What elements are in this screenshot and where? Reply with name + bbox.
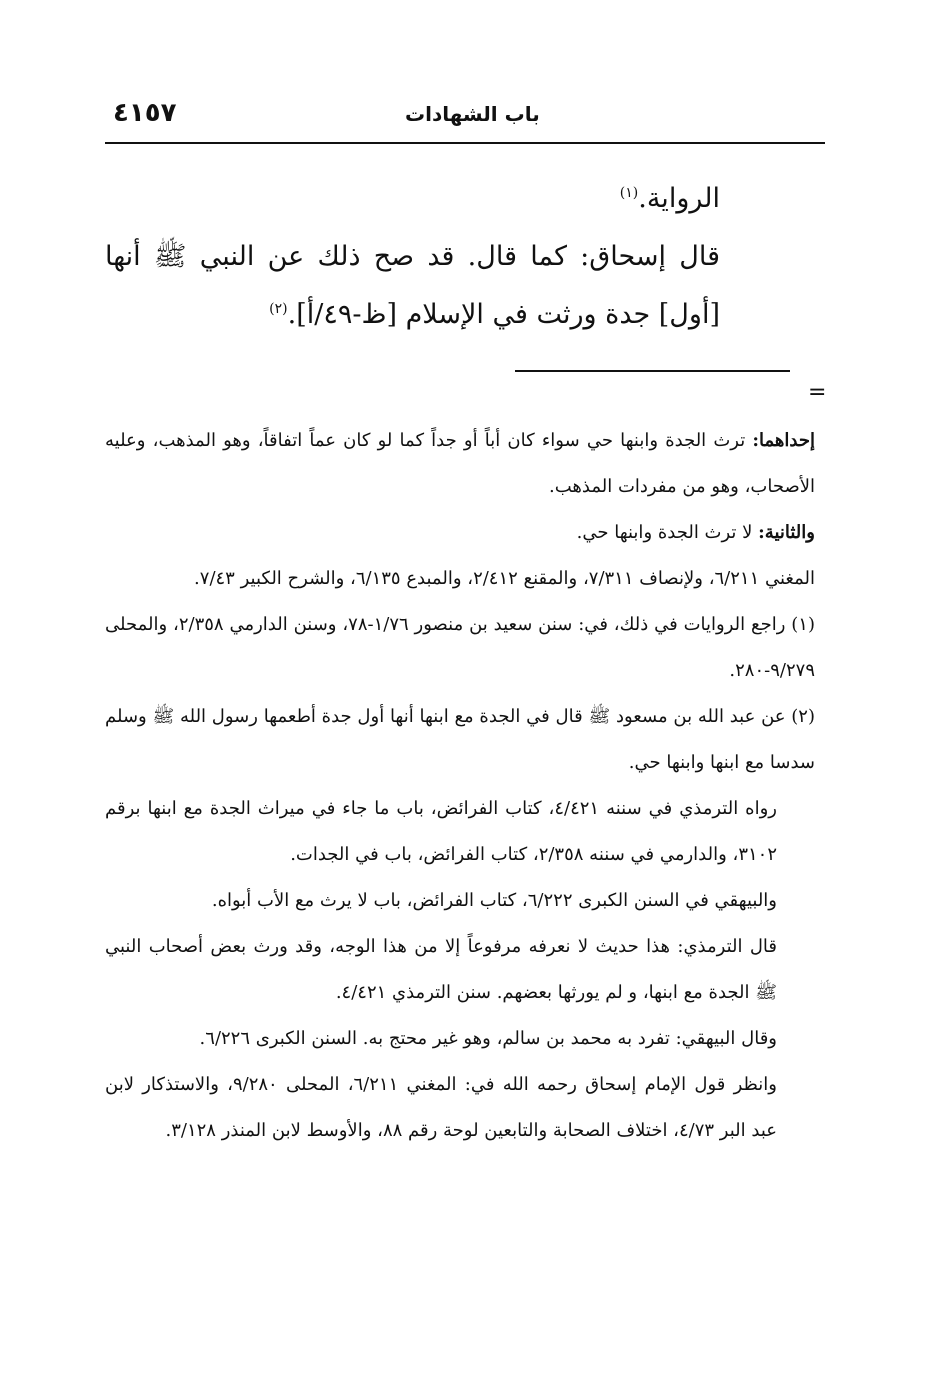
footnote-2-source-2: والبيهقي في السنن الكبرى ٦/٢٢٢، كتاب الفرائض، باب لا يرث مع الأب أبواه. xyxy=(211,890,777,911)
main-line-1 xyxy=(105,170,720,228)
footnote-2-source-5: وانظر قول الإمام إسحاق رحمه الله في: المغني ٦/٢١١، المحلى ٩/٢٨٠، والاستذكار لابن عبد البر ٤/٧٣، اختلاف الصحابة والتابعين لوحة رقم ٨٨، والأوسط لابن المنذر ٣/١٢٨. xyxy=(105,1074,778,1141)
continuation-mark: = xyxy=(808,380,827,405)
main-paragraph-2 xyxy=(105,228,720,344)
footnote-continued-3: المغني ٦/٢١١، ولإنصاف ٧/٣١١، والمقنع ٢/٤١٢، والمبدع ٦/١٣٥، والشرح الكبير ٧/٤٣. xyxy=(194,568,815,589)
page-number: ٤١٥٧ xyxy=(113,98,177,128)
main-line-1-text: الرواية. xyxy=(638,183,720,214)
footnotes xyxy=(105,418,815,1154)
main-text xyxy=(105,170,720,344)
footnote-2-source-4: وقال البيهقي: تفرد به محمد بن سالم، وهو غير محتج به. السنن الكبرى ٦/٢٢٦. xyxy=(199,1028,777,1049)
footnote-continued-1 xyxy=(105,418,815,510)
second-opinion-text: لا ترث الجدة وابنها حي. xyxy=(576,522,759,543)
second-opinion-label: والثانية: xyxy=(758,522,815,543)
footnote-2-source-1: رواه الترمذي في سننه ٤/٤٢١، كتاب الفرائض، باب ما جاء في ميراث الجدة مع ابنها برقم ٣١٠٢، والدارمي في سننه ٢/٣٥٨، كتاب الفرائض، باب في الجدات. xyxy=(105,798,777,865)
first-opinion-text: ترث الجدة وابنها حي سواء كان أباً أو جداً كما لو كان عماً اتفاقاً، وهو المذهب، وعليه الأصحاب، وهو من مفردات المذهب. xyxy=(105,430,815,497)
running-title: باب الشهادات xyxy=(405,102,540,126)
footnote-2: (٢) عن عبد الله بن مسعود ﷺ قال في الجدة مع ابنها أنها أول جدة أطعمها رسول الله ﷺ وسلم سدسا مع ابنها وابنها حي. xyxy=(105,706,815,773)
footnote-2-source-3: قال الترمذي: هذا حديث لا نعرفه مرفوعاً إلا من هذا الوجه، وقد ورث بعض أصحاب النبي ﷺ الجدة مع ابنها، و لم يورثها بعضهم. سنن الترمذي ٤/٤٢١. xyxy=(105,936,777,1003)
footnote-continued-2 xyxy=(105,510,815,556)
first-opinion-label: إحداهما: xyxy=(752,430,815,451)
footnote-ref-1: (١) xyxy=(619,185,639,201)
footnote-1: (١) راجع الروايات في ذلك، في: سنن سعيد بن منصور ١/٧٦-٧٨، وسنن الدارمي ٢/٣٥٨، والمحلى ٩/٢٧٩-٢٨٠. xyxy=(105,614,815,681)
footnote-ref-2: (٢) xyxy=(269,301,288,317)
page-header xyxy=(105,92,825,140)
main-paragraph-2-text: قال إسحاق: كما قال. قد صح ذلك عن النبي ﷺ أنها [أول] جدة ورثت في الإسلام [ظ-٤٩/أ]. xyxy=(105,241,720,330)
header-rule xyxy=(105,142,825,144)
footnote-separator xyxy=(515,370,790,372)
